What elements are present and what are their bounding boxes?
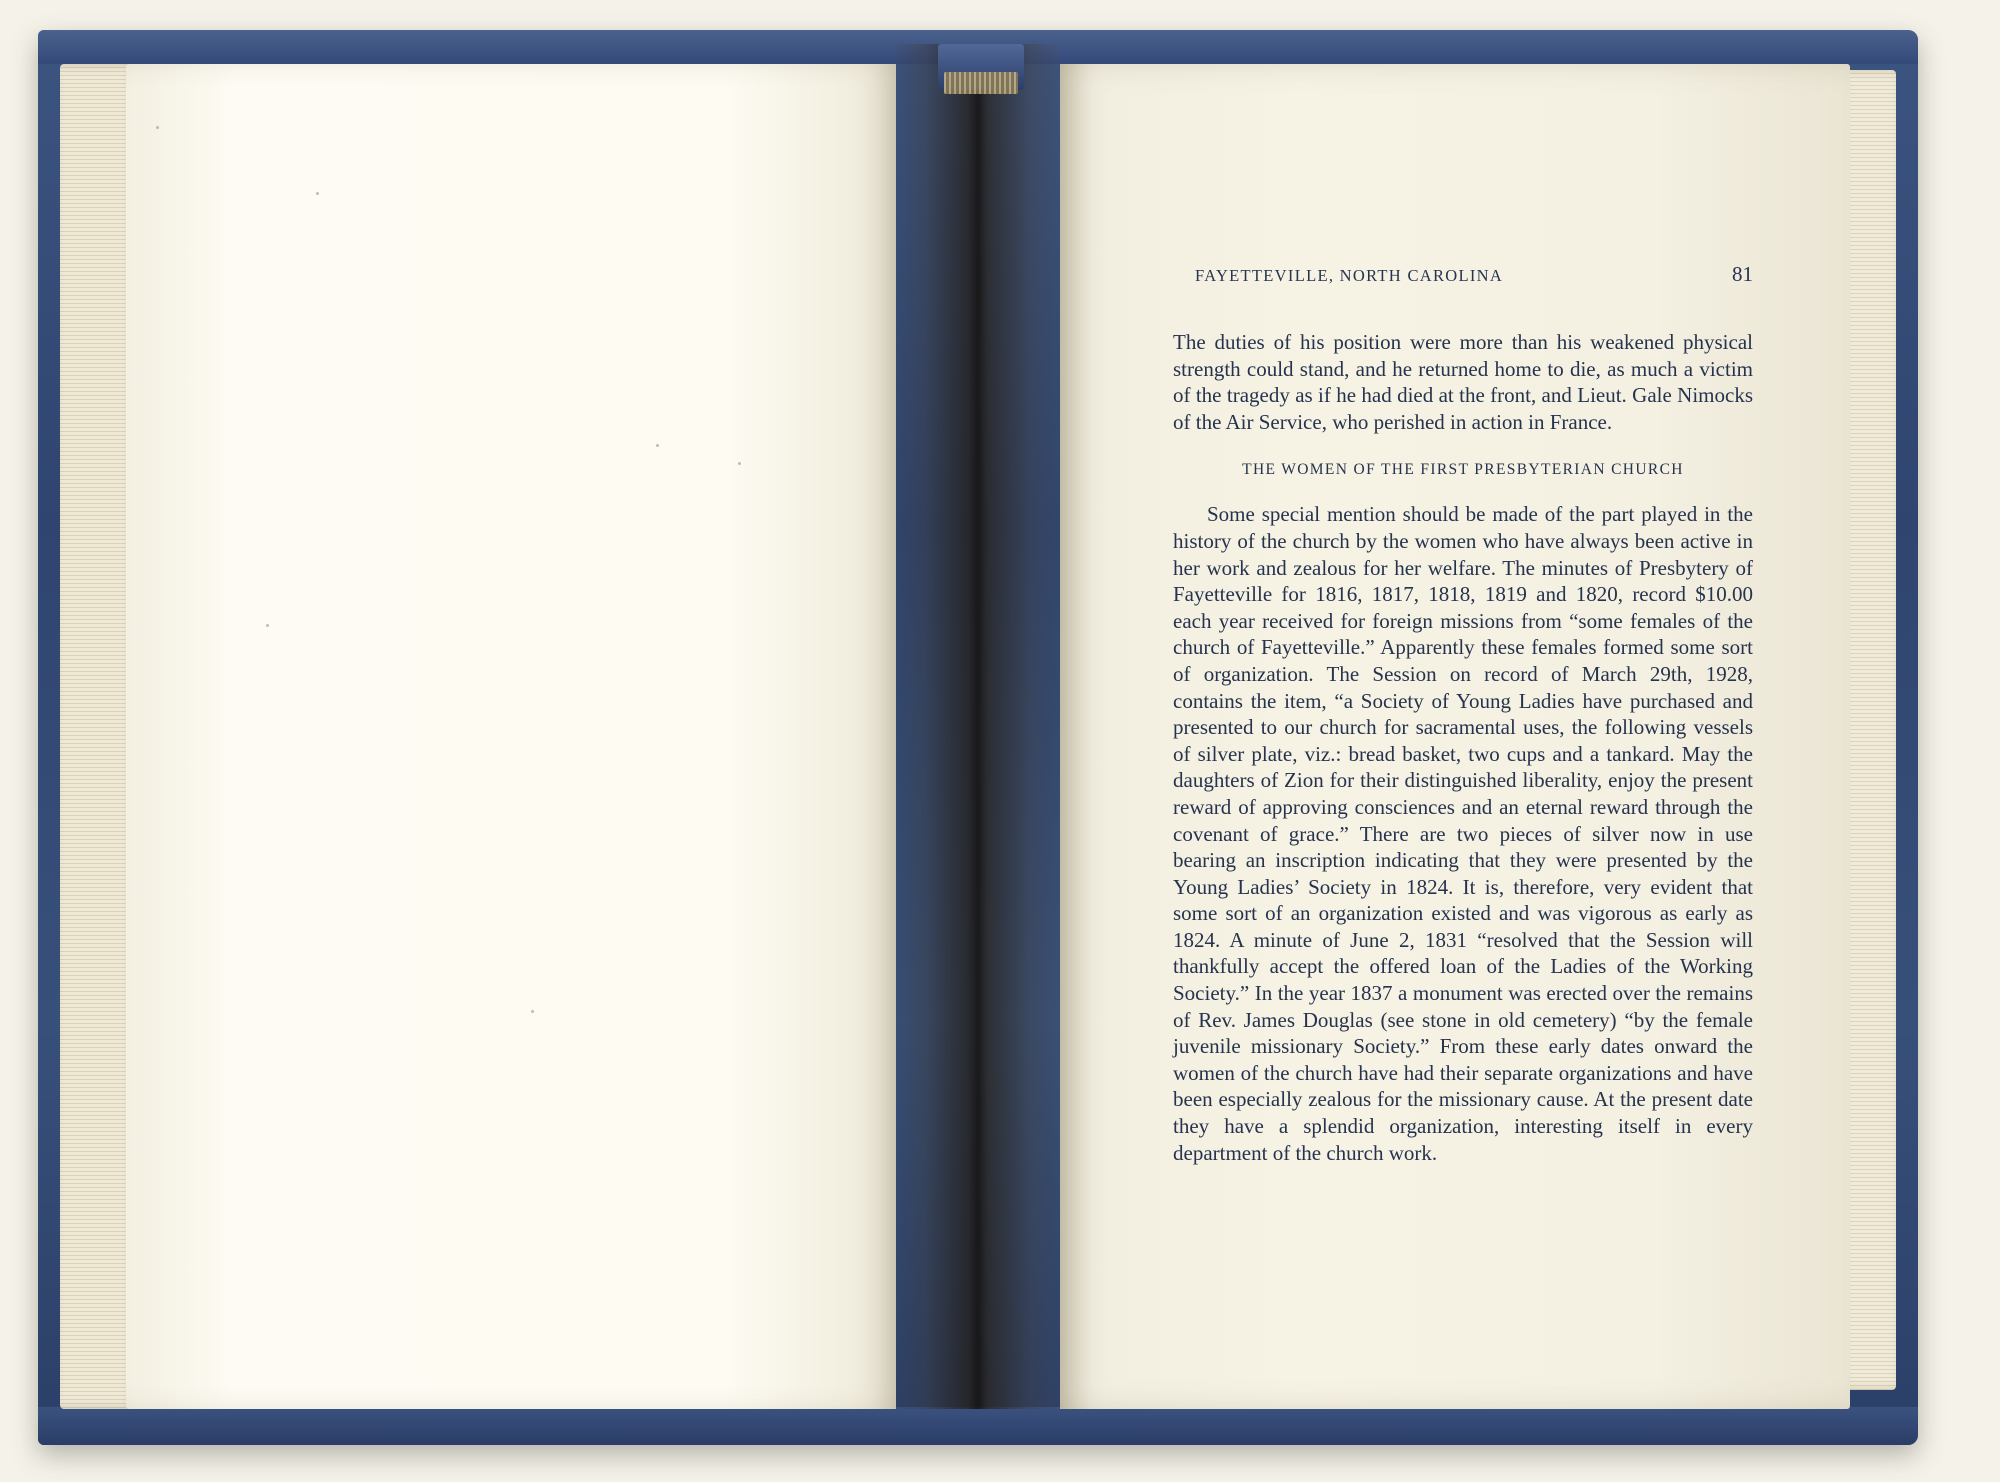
- paper-speck: [156, 126, 159, 129]
- left-page[interactable]: [126, 64, 896, 1409]
- right-page-text-block: [1173, 262, 1753, 1168]
- running-head: [1173, 262, 1753, 287]
- book-gutter: [896, 44, 1060, 1409]
- paper-speck: [316, 192, 319, 195]
- open-book: [38, 30, 1918, 1445]
- paper-speck: [266, 624, 269, 627]
- paper-speck: [531, 1010, 534, 1013]
- page-number: 81: [1732, 262, 1753, 286]
- paragraph: The duties of his position were more than his weakened physical strength could stand, and he returned home to die, as much a victim of the tragedy as if he had died at the front, and Lieut. Gale Nimocks of the Air Service, who perished in action in France.: [1173, 330, 1753, 434]
- paragraph: Some special mention should be made of the part played in the history of the church by the women who have always been active in her work and zealous for her welfare. The minutes of Presbytery of Fayetteville for 1816, 1817, 1818, 1819 and 1820, record $10.00 each year received for foreign missions from “some females of the church of Fayetteville.” Apparently these females formed some sort of organization. The Session on record of March 29th, 1928, contains the item, “a Society of Young Ladies have purchased and presented to our church for sacramental uses, the following vessels of silver plate, viz.: bread basket, two cups and a tankard. May the daughters of Zion for their distinguished liberality, enjoy the present reward of approving consciences and an eternal reward through the covenant of grace.” There are two pieces of silver now in use bearing an inscription indicating that they were presented by the Young Ladies’ Society in 1824. It is, therefore, very evident that some sort of an organization existed and was vigorous as early as 1824. A minute of June 2, 1831 “resolved that the Session will thankfully accept the offered loan of the Ladies of the Working Society.” In the year 1837 a monument was erected over the remains of Rev. James Douglas (see stone in old cemetery) “by the female juvenile missionary Society.” From these early dates onward the women of the church have had their separate organizations and have been especially zealous for the missionary cause. At the present date they have a splendid organization, interesting itself in every department of the church work.: [1173, 502, 1753, 1165]
- section-heading: THE WOMEN OF THE FIRST PRESBYTERIAN CHURCH: [1242, 461, 1684, 479]
- running-head-title: FAYETTEVILLE, NORTH CAROLINA: [1195, 266, 1504, 285]
- paper-speck: [656, 444, 659, 447]
- cover-bottom-edge: [38, 1407, 1918, 1445]
- spine-stitching: [944, 72, 1018, 94]
- paper-speck: [738, 462, 741, 465]
